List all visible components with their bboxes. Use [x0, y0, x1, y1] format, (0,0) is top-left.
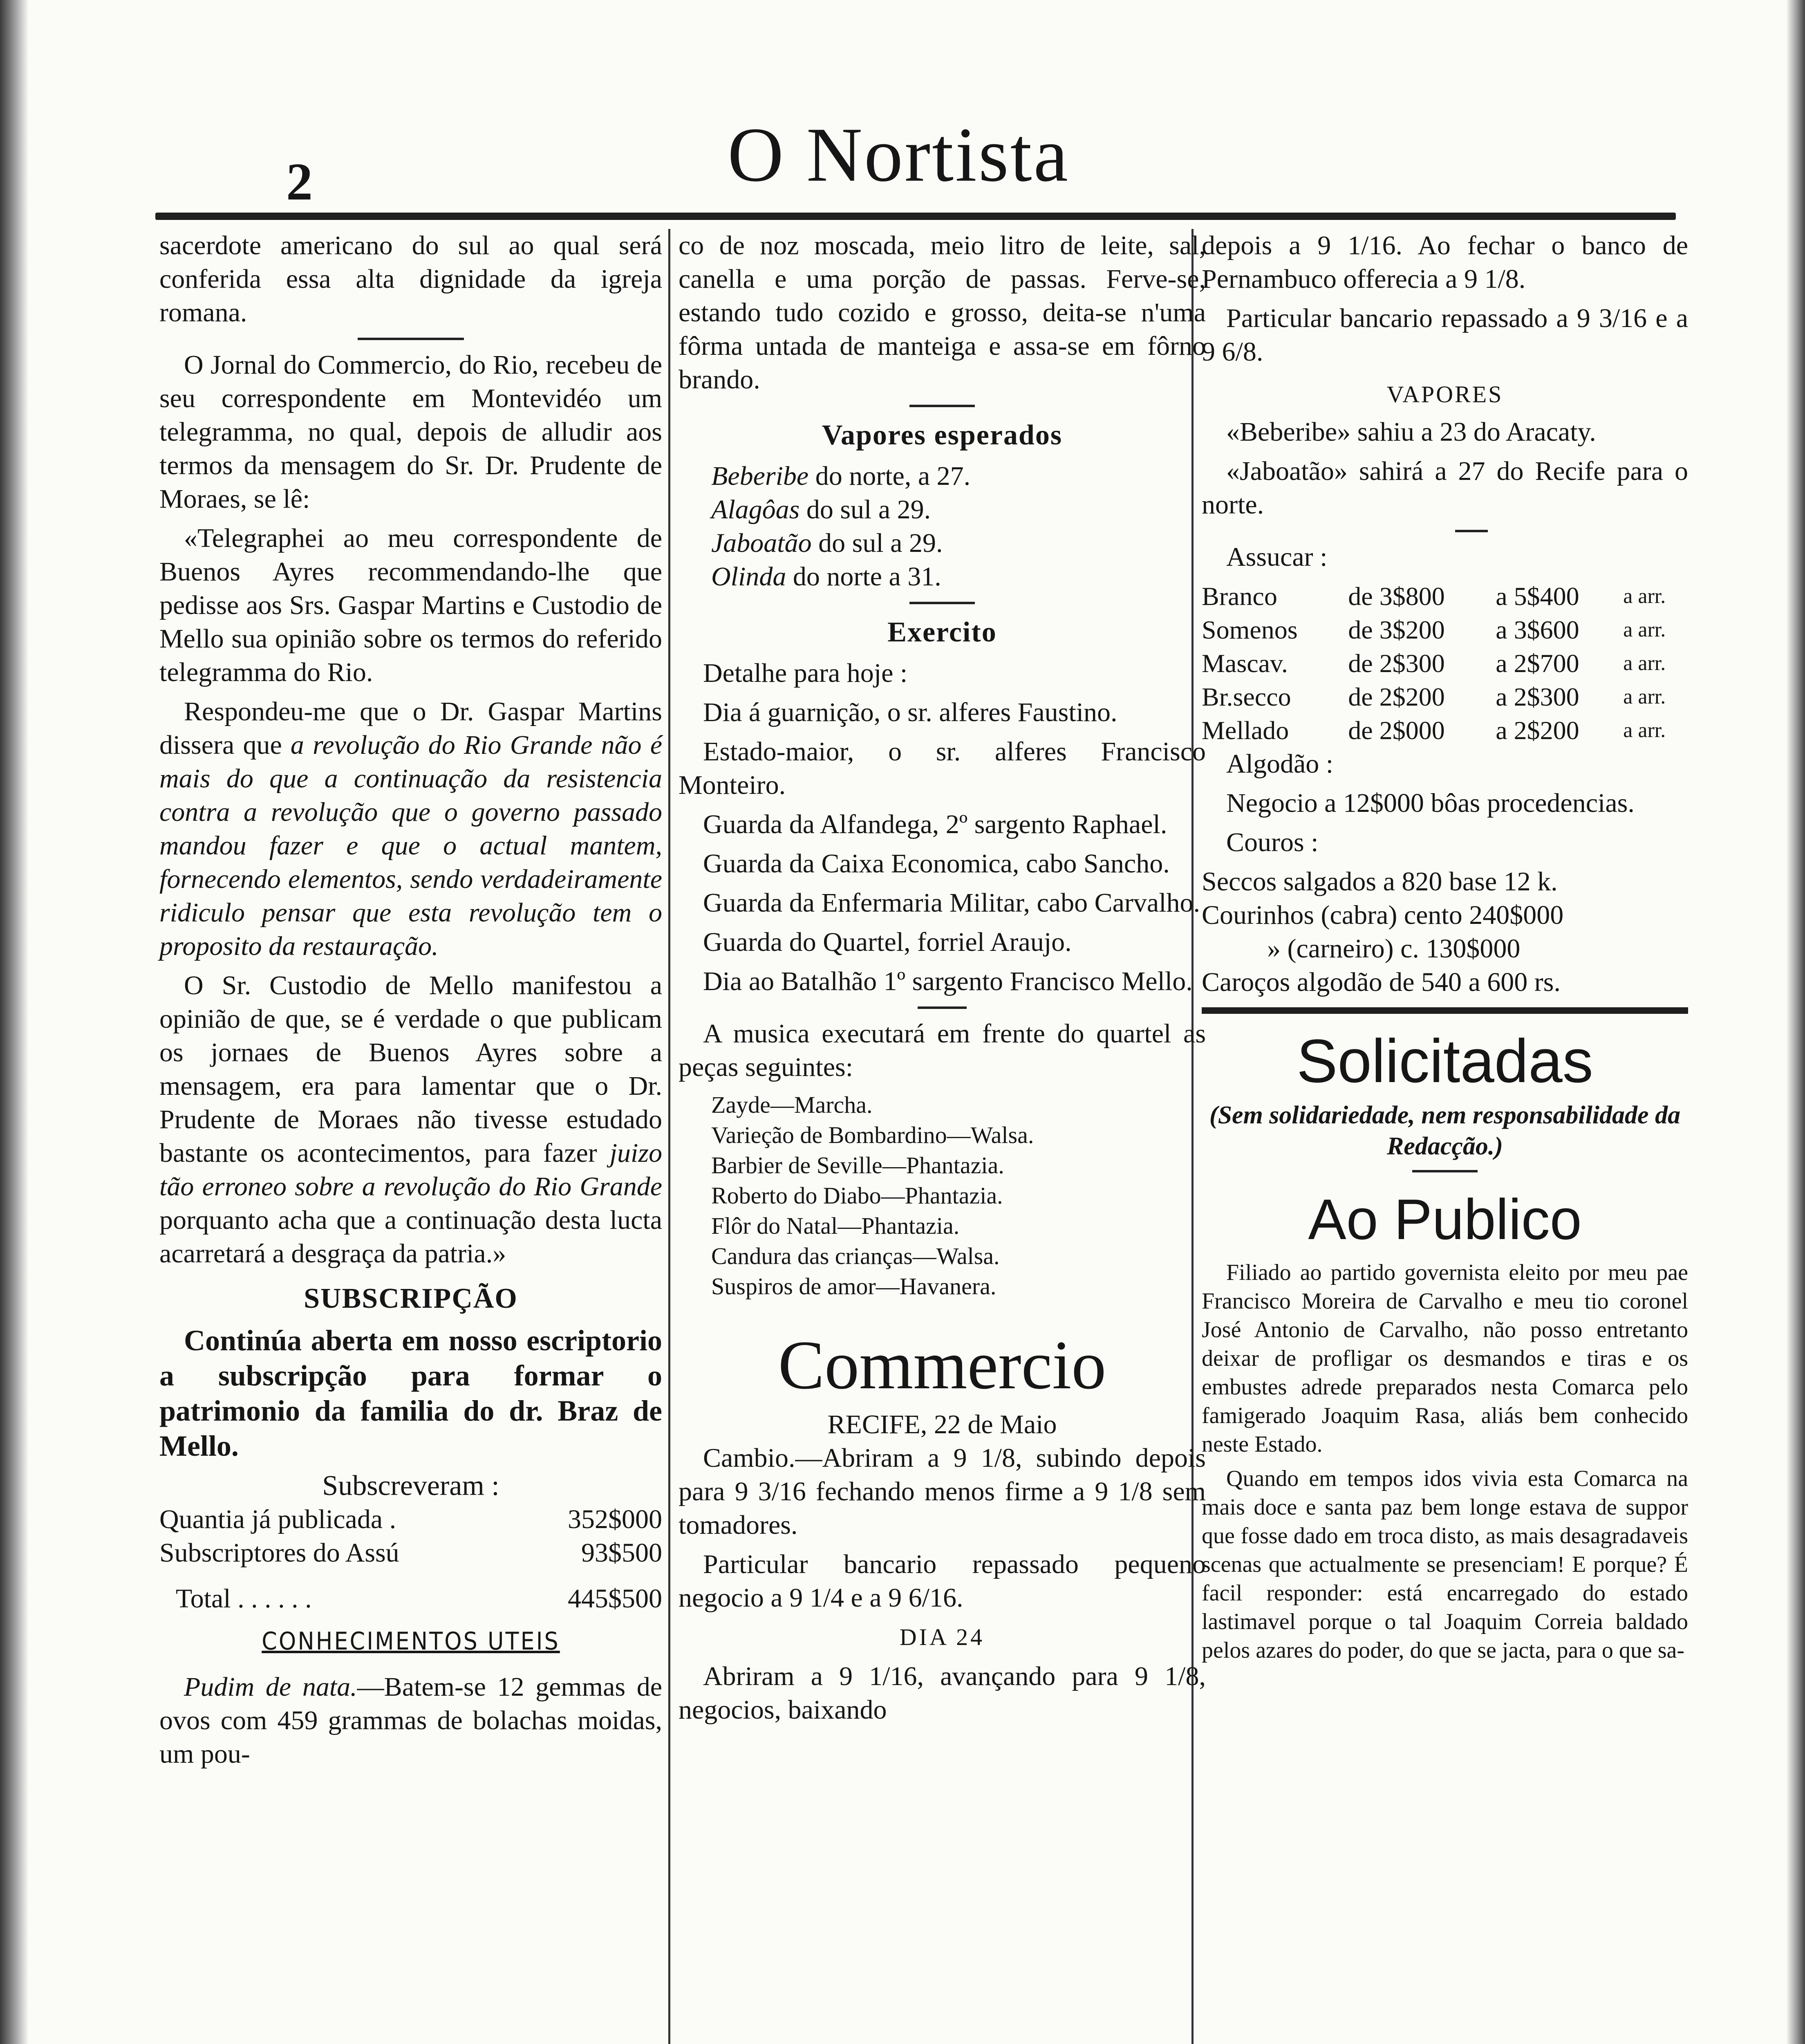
list-item: Estado-maior, o sr. alferes Francisco Monteiro.	[679, 737, 1206, 800]
column-divider-1	[668, 229, 670, 2044]
assucar-price-table	[1202, 580, 1688, 747]
list-item: Candura das crianças—Walsa.	[711, 1243, 1000, 1269]
column-1	[159, 229, 662, 1777]
ship-info: do norte a 31.	[793, 562, 941, 592]
separator	[909, 405, 975, 407]
article-paragraph: Particular bancario repassado a 9 3/16 e a 9 6/8.	[1202, 303, 1688, 367]
cell: Mellado	[1202, 716, 1289, 745]
article-paragraph: depois a 9 1/16. Ao fechar o banco de Pernambuco offerecia a 9 1/8.	[1202, 231, 1688, 294]
cell: a arr.	[1623, 685, 1666, 708]
aopublico-heading: Ao Publico	[1308, 1187, 1582, 1251]
exercito-heading: Exercito	[887, 616, 997, 648]
vapores-subheading: VAPORES	[1386, 381, 1503, 408]
assucar-label: Assucar :	[1226, 542, 1328, 572]
article-paragraph	[679, 1441, 1206, 1542]
couros-label: Couros :	[1226, 827, 1319, 857]
cell: de 3$800	[1348, 582, 1445, 611]
article-paragraph: Abriram a 9 1/16, avançando para 9 1/8, negocios, baixando	[679, 1661, 1206, 1725]
separator	[918, 1006, 967, 1009]
quote-italic: juizo tão erroneo sobre a revolução do Rio Grande	[159, 1138, 662, 1201]
dia-heading: DIA 24	[899, 1624, 985, 1650]
cell: Somenos	[1202, 615, 1298, 644]
list-item	[711, 560, 1206, 594]
article-paragraph: Filiado ao partido governista eleito por meu pae Francisco Moreira de Carvalho e meu tio coronel José Antonio de Carvalho, não posso entretanto deixar de profligar os desmandos e tiras e os embustes adrede preparados nesta Comarca pelo famigerado Joaquim Rasa, aliás bem conhecido neste Estado.	[1202, 1260, 1688, 1457]
list-item: Dia ao Batalhão 1º sargento Francisco Mello.	[703, 966, 1193, 996]
cell: a 2$200	[1496, 716, 1579, 745]
vapores-list	[679, 459, 1206, 594]
table-row	[1202, 680, 1688, 714]
article-paragraph: Negocio a 12$000 bôas procedencias.	[1226, 788, 1635, 818]
subscricao-heading: SUBSCRIPÇÃO	[304, 1283, 518, 1314]
table-row	[1202, 580, 1688, 613]
dateline: RECIFE, 22 de Maio	[827, 1410, 1057, 1439]
subscription-table	[159, 1503, 662, 1616]
list-item: Flôr do Natal—Phantazia.	[711, 1213, 960, 1239]
table-row	[1202, 647, 1688, 680]
list-item: Seccos salgados a 820 base 12 k.	[1202, 867, 1558, 896]
cambio-label: Cambio.	[703, 1443, 795, 1473]
cell: Mascav.	[1202, 649, 1288, 678]
list-item: Roberto do Diabo—Phantazia.	[711, 1182, 1003, 1209]
ship-info: do sul a 29.	[806, 495, 931, 524]
list-item: Guarda da Alfandega, 2º sargento Raphael.	[703, 809, 1167, 839]
musica-intro: A musica executará em frente do quartel as peças seguintes:	[679, 1019, 1206, 1082]
cell: a arr.	[1623, 652, 1666, 675]
column-2	[679, 229, 1206, 1732]
header-rule	[155, 213, 1676, 220]
article-paragraph: Quando em tempos idos vivia esta Comarca na mais doce e santa paz bem longe estava de suppor que fosse dado em troca disto, as mais desagradaveis scenas que actualmente se presenciam! E porque? É facil responder: está encarregado do estado lastimavel porque o tal Joaquim Correia baldado pelos azares do poder, do que se jacta, para o que sa-	[1202, 1466, 1688, 1663]
article-paragraph: O Jornal do Commercio, do Rio, recebeu de seu correspondente em Montevidéo um telegramma, no qual, depois de alludir aos termos da mensagem do Sr. Dr. Prudente de Moraes, se lê:	[159, 350, 662, 514]
list-item: Zayde—Marcha.	[711, 1091, 873, 1118]
cell: de 2$300	[1348, 649, 1445, 678]
solicitadas-subtitle: (Sem solidariedade, nem responsabilidade da Redacção.)	[1209, 1101, 1681, 1160]
table-row	[1202, 714, 1688, 747]
separator	[909, 602, 975, 604]
cell: a arr.	[1623, 618, 1666, 641]
row-value: 93$500	[581, 1538, 662, 1568]
list-item: Dia á guarnição, o sr. alferes Faustino.	[703, 697, 1117, 727]
list-item: Varieção de Bombardino—Walsa.	[711, 1122, 1034, 1148]
cell: a 2$300	[1496, 682, 1579, 711]
cell: Br.secco	[1202, 682, 1291, 711]
article-paragraph: Particular bancario repassado pequeno negocio a 9 1/4 e a 9 6/16.	[679, 1549, 1206, 1613]
subscreveram-label: Subscreveram :	[322, 1470, 499, 1502]
ship-name: Olinda	[711, 562, 786, 592]
text-run: —Batem-se 12 gemmas de ovos com 459 grammas de bolachas moidas, um pou-	[159, 1672, 662, 1769]
ship-name: Jaboatão	[711, 528, 812, 558]
text-run: —Abriram a 9 1/8, subindo depois para 9 3/16 fechando menos firme a 9 1/8 sem tomadores.	[679, 1443, 1206, 1540]
solicitadas-heading: Solicitadas	[1297, 1026, 1593, 1095]
detalhe-label: Detalhe para hoje :	[703, 658, 908, 688]
algodao-label: Algodão :	[1226, 749, 1334, 779]
masthead: O Nortista	[728, 112, 1070, 198]
cell: a arr.	[1623, 585, 1666, 608]
cell: de 3$200	[1348, 615, 1445, 644]
list-item: Guarda da Enfermaria Militar, cabo Carvalho.	[703, 888, 1200, 918]
ship-info: do norte, a 27.	[815, 461, 971, 491]
cell: a 3$600	[1496, 615, 1579, 644]
cell: a arr.	[1623, 719, 1666, 742]
ship-info: do sul a 29.	[818, 528, 943, 558]
cell: de 2$000	[1348, 716, 1445, 745]
list-item	[711, 493, 1206, 527]
cell: de 2$200	[1348, 682, 1445, 711]
article-paragraph	[159, 969, 662, 1271]
table-row	[1202, 613, 1688, 647]
couros-list	[1202, 865, 1688, 999]
text-run: porquanto acha que a continuação desta lucta acarretará a desgraça da patria.»	[159, 1205, 662, 1269]
row-label: Quantia já publicada .	[159, 1504, 396, 1534]
total-label: Total . . . . . .	[176, 1584, 312, 1614]
recipe-title: Pudim de nata.	[184, 1672, 357, 1702]
separator	[1412, 1170, 1478, 1172]
column-3	[1202, 229, 1688, 1670]
scan-edge-left	[0, 0, 29, 2044]
subscricao-text: Continúa aberta em nosso escriptorio a subscripção para formar o patrimonio da familia do dr. Braz de Mello.	[159, 1324, 662, 1462]
commercio-heading: Commercio	[778, 1327, 1106, 1403]
musica-list	[679, 1090, 1206, 1302]
list-item: Suspiros de amor—Havanera.	[711, 1273, 997, 1300]
section-bar	[1202, 1007, 1688, 1014]
row-label: Subscriptores do Assú	[159, 1538, 399, 1568]
text-run: O Sr. Custodio de Mello manifestou a opinião de que, se é verdade o que publicam os jornaes de Buenos Ayres sobre a mensagem, era para lamentar que o Dr. Prudente de Moraes não tivesse estudado bastante os acontecimentos, para fazer	[159, 970, 662, 1168]
ship-name: Beberibe	[711, 461, 809, 491]
list-item	[711, 459, 1206, 493]
list-item: Courinhos (cabra) cento 240$000	[1202, 900, 1564, 930]
list-item: Guarda da Caixa Economica, cabo Sancho.	[703, 849, 1170, 879]
cell: Branco	[1202, 582, 1277, 611]
list-item: «Jaboatão» sahirá a 27 do Recife para o norte.	[1202, 456, 1688, 520]
ship-name: Alagôas	[711, 495, 800, 524]
scan-edge-right	[1786, 0, 1805, 2044]
list-item: Barbier de Seville—Phantazia.	[711, 1152, 1004, 1179]
page-number: 2	[286, 152, 313, 211]
article-paragraph: co de noz moscada, meio litro de leite, sal, canella e uma porção de passas. Ferve-se, estando tudo cozido e grosso, deita-se n'uma fôrma untada de manteiga e assa-se em fôrno brando.	[679, 231, 1206, 394]
conhecimentos-heading: CONHECIMENTOS UTEIS	[262, 1627, 560, 1656]
list-item: » (carneiro) c. 130$000	[1267, 934, 1521, 964]
recipe-paragraph	[159, 1670, 662, 1771]
list-item: «Beberibe» sahiu a 23 do Aracaty.	[1226, 417, 1596, 447]
separator	[358, 338, 464, 340]
cell: a 5$400	[1496, 582, 1579, 611]
article-paragraph	[159, 695, 662, 963]
row-value: 352$000	[568, 1504, 662, 1534]
total-row	[159, 1582, 662, 1616]
separator	[1455, 530, 1488, 532]
total-value: 445$500	[568, 1584, 662, 1614]
table-row	[159, 1536, 662, 1570]
table-row	[159, 1503, 662, 1536]
article-paragraph: «Telegraphei ao meu correspondente de Buenos Ayres recommendando-lhe que pedisse aos Srs. Gaspar Martins e Custodio de Mello sua opinião sobre os termos do referido telegramma do Rio.	[159, 523, 662, 687]
text-run: Respondeu-me que o Dr. Gaspar Martins dissera que	[159, 697, 662, 760]
article-paragraph: sacerdote americano do sul ao qual será conferida essa alta dignidade da igreja romana.	[159, 231, 662, 327]
list-item: Guarda do Quartel, forriel Araujo.	[703, 927, 1072, 957]
quote-italic: a revolução do Rio Grande não é mais do que a continuação da resistencia contra a revolução que o governo passado mandou fazer e que o actual mantem, fornecendo elementos, sendo verdadeiramente ridiculo pensar que esta revolução tem o proposito da restauração.	[159, 730, 662, 961]
list-item	[711, 527, 1206, 560]
cell: a 2$700	[1496, 649, 1579, 678]
vapores-heading: Vapores esperados	[822, 419, 1063, 451]
list-item: Caroços algodão de 540 a 600 rs.	[1202, 967, 1561, 997]
